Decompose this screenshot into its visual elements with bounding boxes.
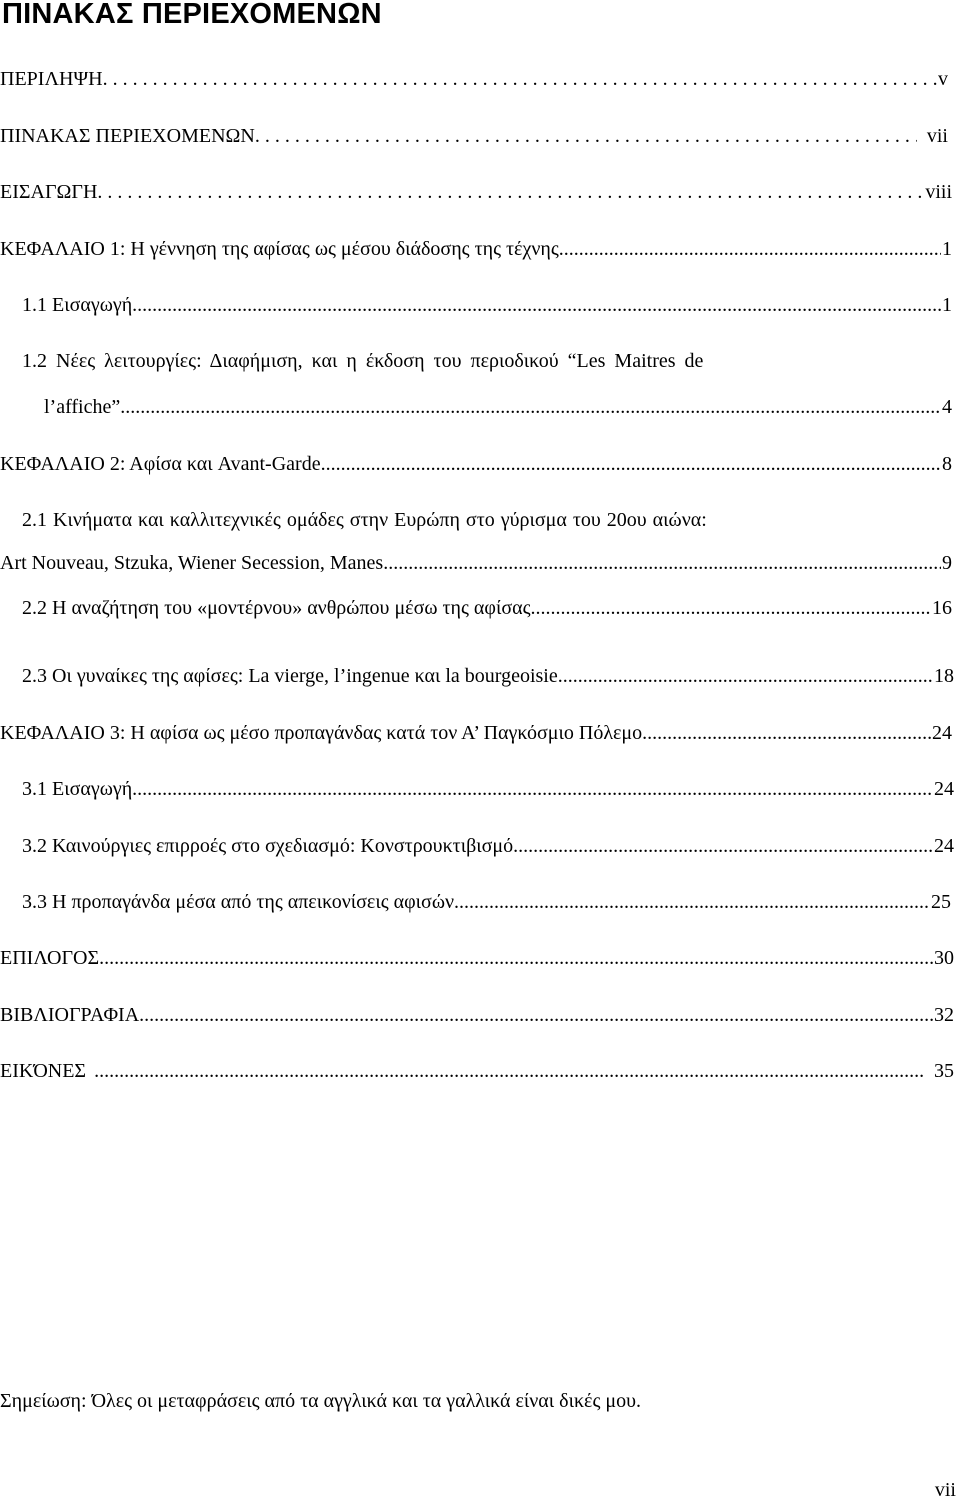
toc-label: ΚΕΦΑΛΑΙΟ 1: Η γέννηση της αφίσας ως μέσου διάδοσης της τέχνης — [0, 238, 559, 260]
toc-leader — [558, 661, 933, 691]
page-number: vii — [934, 1479, 956, 1501]
toc-leader — [454, 887, 930, 917]
toc-entry-chapter-1[interactable] — [0, 234, 952, 264]
toc-label: ΕΙΚΌΝΕΣ — [0, 1060, 87, 1082]
toc-leader — [642, 718, 931, 748]
toc-page: 35 — [934, 1060, 954, 1082]
toc-label: ΕΙΣΑΓΩΓΗ — [0, 181, 98, 203]
toc-entry-section-2-2[interactable] — [22, 593, 952, 623]
toc-label: ΚΕΦΑΛΑΙΟ 2: Αφίσα και Avant-Garde — [0, 453, 321, 475]
toc-page: 24 — [932, 722, 952, 744]
toc-page: 1 — [942, 238, 952, 260]
toc-page: 16 — [932, 597, 952, 619]
toc-entry-section-3-3[interactable] — [22, 887, 951, 917]
toc-leader — [321, 449, 941, 479]
toc-leader — [383, 548, 941, 578]
toc-label: ΠΙΝΑΚΑΣ ΠΕΡΙΕΧΟΜΕΝΩΝ — [0, 125, 255, 147]
toc-entry-section-1-1[interactable] — [22, 290, 952, 320]
toc-entry-section-2-1-line2[interactable] — [0, 548, 952, 578]
toc-page: 1 — [942, 294, 952, 316]
toc-page: v — [938, 68, 948, 90]
toc-page: 18 — [934, 665, 954, 687]
toc-entry-eisagogi[interactable] — [0, 177, 952, 207]
toc-page: 25 — [931, 891, 951, 913]
toc-leader — [531, 593, 931, 623]
toc-leader — [559, 234, 941, 264]
toc-entry-section-2-1-line1[interactable] — [22, 505, 954, 535]
toc-entry-section-3-2[interactable] — [22, 831, 954, 861]
toc-label: l’affiche” — [44, 396, 121, 418]
toc-page: 32 — [934, 1004, 954, 1026]
page-title: ΠΙΝΑΚΑΣ ΠΕΡΙΕΧΟΜΕΝΩΝ — [2, 0, 382, 30]
toc-label: 3.1 Εισαγωγή — [22, 778, 133, 800]
toc-entry-section-1-2-line1[interactable] — [22, 346, 954, 376]
toc-label: ΕΠΙΛΟΓΟΣ — [0, 947, 100, 969]
toc-page: vii — [926, 125, 948, 147]
toc-label: 3.2 Καινούργιες επιρροές στο σχεδιασμό: Κονστρουκτιβισμό — [22, 835, 514, 857]
toc-entry-perilipsi[interactable] — [0, 64, 948, 94]
toc-label: 3.3 Η προπαγάνδα μέσα από της απεικονίσεις αφισών — [22, 891, 455, 913]
toc-leader — [103, 64, 937, 94]
toc-entry-vivliografia[interactable] — [0, 1000, 954, 1030]
toc-entry-chapter-3[interactable] — [0, 718, 952, 748]
toc-label: 2.2 Η αναζήτηση του «μοντέρνου» ανθρώπου μέσω της αφίσας — [22, 597, 531, 619]
toc-leader — [255, 121, 917, 151]
toc-page: 30 — [934, 947, 954, 969]
toc-entry-chapter-2[interactable] — [0, 449, 952, 479]
toc-leader — [132, 774, 933, 804]
toc-entry-section-1-2-line2[interactable] — [44, 392, 952, 422]
toc-page: 24 — [934, 778, 954, 800]
toc-label: ΚΕΦΑΛΑΙΟ 3: Η αφίσα ως μέσο προπαγάνδας κατά τον Α’ Παγκόσμιο Πόλεμο — [0, 722, 643, 744]
toc-entry-epilogos[interactable] — [0, 943, 954, 973]
translation-note: Σημείωση: Όλες οι μεταφράσεις από τα αγγλικά και τα γαλλικά είναι δικές μου. — [0, 1390, 641, 1412]
toc-leader — [94, 1056, 924, 1086]
toc-leader — [99, 943, 933, 973]
toc-page: 8 — [942, 453, 952, 475]
toc-leader — [97, 177, 924, 207]
toc-leader — [132, 290, 941, 320]
toc-label: Art Nouveau, Stzuka, Wiener Secession, Manes — [0, 552, 384, 574]
toc-entry-pinakas[interactable] — [0, 121, 948, 151]
toc-page: 9 — [942, 552, 952, 574]
toc-label: 1.1 Εισαγωγή — [22, 294, 133, 316]
toc-page: 4 — [942, 396, 952, 418]
toc-page: viii — [925, 181, 952, 203]
toc-label: ΠΕΡΙΛΗΨΗ — [0, 68, 103, 90]
toc-label: ΒΙΒΛΙΟΓΡΑΦΙΑ — [0, 1004, 140, 1026]
toc-label: 1.2 Νέες λειτουργίες: Διαφήμιση, και η έκδοση του περιοδικού “Les Maitres de — [22, 350, 704, 372]
toc-page: 24 — [934, 835, 954, 857]
toc-leader — [513, 831, 933, 861]
toc-label: 2.3 Οι γυναίκες της αφίσες: La vierge, l’ingenue και la bourgeoisie — [22, 665, 558, 687]
toc-label: 2.1 Κινήματα και καλλιτεχνικές ομάδες στην Ευρώπη στο γύρισμα του 20ου αιώνα: — [22, 509, 707, 531]
toc-leader — [139, 1000, 933, 1030]
toc-entry-section-2-3[interactable] — [22, 661, 954, 691]
toc-leader — [120, 392, 941, 422]
toc-entry-eikones[interactable] — [0, 1056, 954, 1086]
toc-entry-section-3-1[interactable] — [22, 774, 954, 804]
